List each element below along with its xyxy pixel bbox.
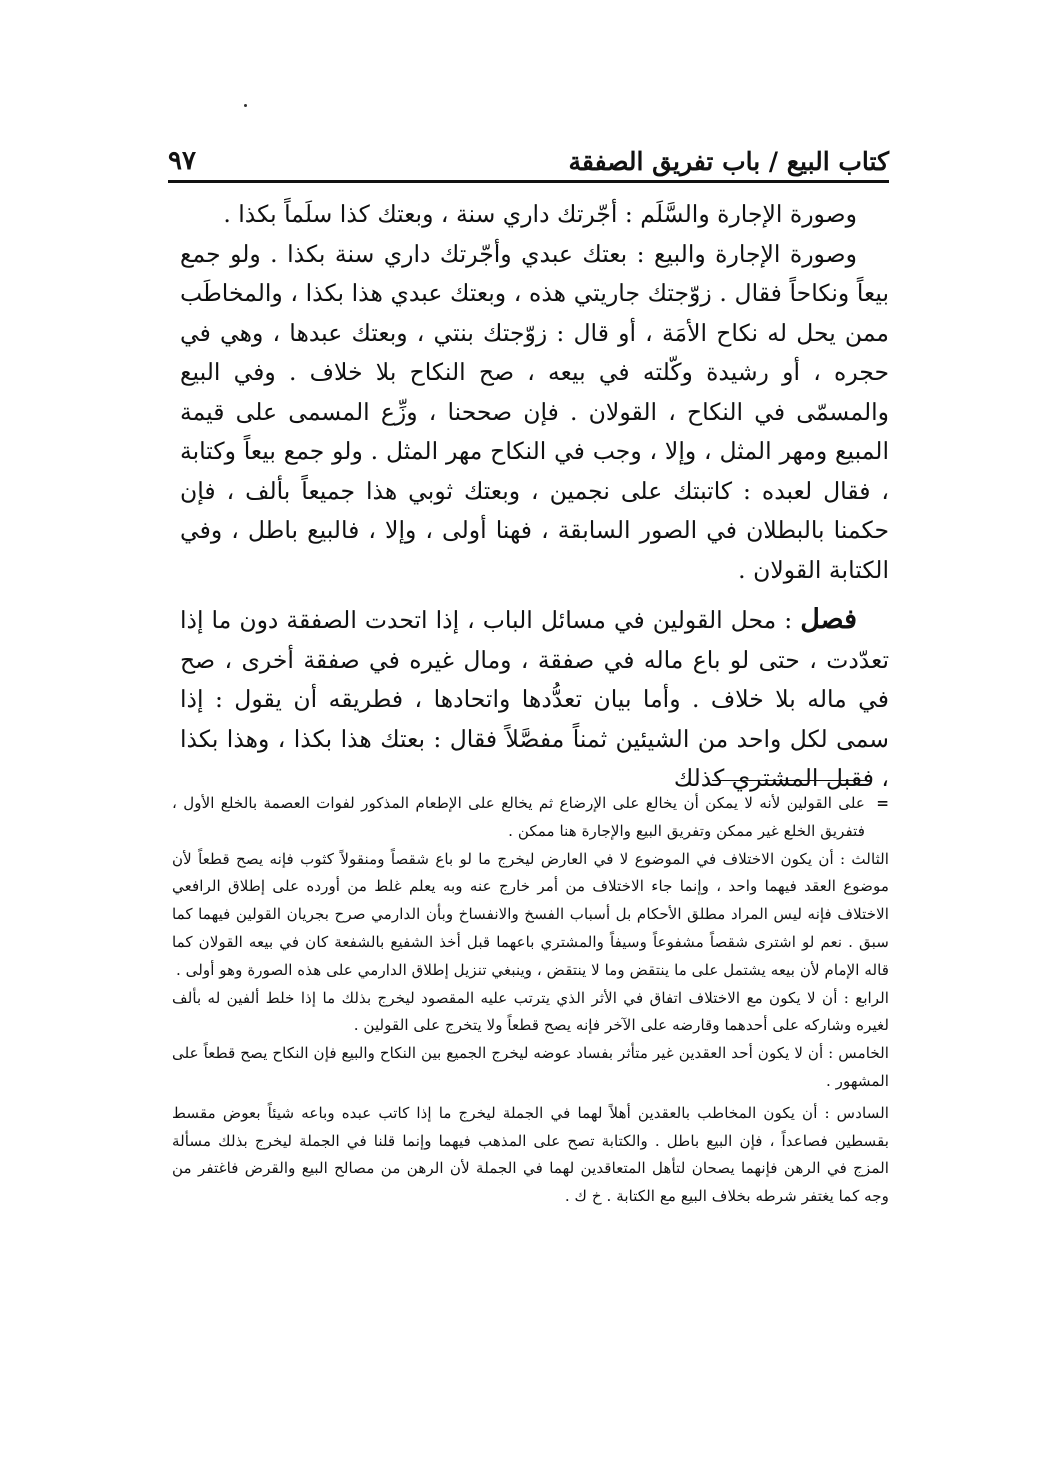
continuation-marker: = <box>876 794 889 812</box>
paragraph-ijara-salam: وصورة الإجارة والسَّلَم : أجّرتك داري سنة ، وبعتك كذا سلَماً بكذا . <box>223 200 857 228</box>
paragraph-ijara-bay: وصورة الإجارة والبيع : بعتك عبدي وأجّرتك داري سنة بكذا . ولو جمع بيعاً ونكاحاً فقال . زوّجتك جاريتي هذه ، وبعتك عبدي هذا بكذا ، والمخاطَب ممن يحل له نكاح الأمَة ، أو قال : زوّجتك بنتي ، وبعتك عبدها ، وهي في حجره ، أو رشيدة وكّلته في بيعه ، صح النكاح بلا خلاف . وفي البيع والمسمّى في النكاح ، القولان . فإن صححنا ، وزِّع المسمى على قيمة المبيع ومهر المثل ، وإلا ، وجب في النكاح مهر المثل . ولو جمع بيعاً وكتابة ، فقال لعبده : كاتبتك على نجمين ، وبعتك ثوبي هذا جميعاً بألف ، فإن حكمنا بالبطلان في الصور السابقة ، فهنا أولى ، وإلا ، فالبيع باطل ، وفي الكتابة القولان . <box>180 239 889 584</box>
footnote-sixth: السادس : أن يكون المخاطب بالعقدين أهلاً لهما في الجملة ليخرج ما إذا كاتب عبده وباعه شيئاً بعوض مقسط بقسطين فصاعداً ، فإن البيع باطل . والكتابة تصح على المذهب فيهما وإنما قلنا في الجملة ليخرج بذلك مسألة المزج في الرهن فإنهما يصحان لتأهل المتعاقدين لهما في الجملة لأن الرهن من مصالح البيع والقرض فاغتفر من وجه كما يغتفر شرطه بخلاف البيع مع الكتابة . خ ك . <box>172 1103 889 1206</box>
main-text <box>180 195 889 799</box>
footnotes <box>172 790 889 1211</box>
footnote-divider <box>712 780 872 781</box>
footnote-fourth: الرابع : أن لا يكون مع الاختلاف اتفاق في الأثر الذي يترتب عليه المقصود ليخرج بذلك ما إذا خلط ألفين له بألف لغيره وشاركه على أحدهما وقارضه على الآخر فإنه يصح قطعاً ولا يتخرج على القولين . <box>172 988 889 1035</box>
footnote-continuation <box>172 790 889 846</box>
print-speck <box>244 104 247 107</box>
section-text: : محل القولين في مسائل الباب ، إذا اتحدت الصفقة دون ما إذا تعدّدت ، حتى لو باع ماله في صفقة ، ومال غيره في صفقة أخرى ، صح في ماله بلا خلاف . وأما بيان تعدُّدها واتحادها ، فطريقه أن يقول : إذا سمى لكل واحد من الشيئين ثمناً مفصَّلاً فقال : بعتك هذا بكذا ، وهذا بكذا ، فقبل المشتري كذلك <box>180 606 889 792</box>
running-title: كتاب البيع / باب تفريق الصفقة <box>568 147 889 176</box>
page-header <box>168 128 889 183</box>
section-label: فصل <box>800 604 857 635</box>
section-paragraph <box>180 600 889 799</box>
footnote-third: الثالث : أن يكون الاختلاف في الموضوع لا في العارض ليخرج ما لو باع شقصاً ومنقولاً كثوب فإنه يصح قطعاً لأن موضوع العقد فيهما واحد ، وإنما جاء الاختلاف من أمر خارج عنه وبه يعلم غلط من أورده على إطلاق الرافعي الاختلاف فإنه ليس المراد مطلق الأحكام بل أسباب الفسخ والانفساخ وبأن الدارمي صرح بجريان القولين فيهما كما سبق . نعم لو اشترى شقصاً مشفوعاً وسيفاً والمشتري باعهما قبل أخذ الشفيع بالشفعة كان في بيعه القولان كما قاله الإمام لأن بيعه يشتمل على ما ينتقض وما لا ينتقض ، وينبغي تنزيل إطلاق الدارمي على هذه الصورة وهو أولى . <box>172 849 889 979</box>
footnote-fifth: الخامس : أن لا يكون أحد العقدين غير متأثر بفساد عوضه ليخرج الجميع بين النكاح والبيع فإن النكاح يصح قطعاً على المشهور . <box>172 1044 889 1090</box>
footnote-continuation-text: على القولين لأنه لا يمكن أن يخالع على الإرضاع ثم يخالع على الإطعام المذكور لفوات العصمة بالخلع الأول ، فتفريق الخلع غير ممكن وتفريق البيع والإجارة هنا ممكن . <box>172 794 865 840</box>
page-number: ٩٧ <box>168 146 196 176</box>
